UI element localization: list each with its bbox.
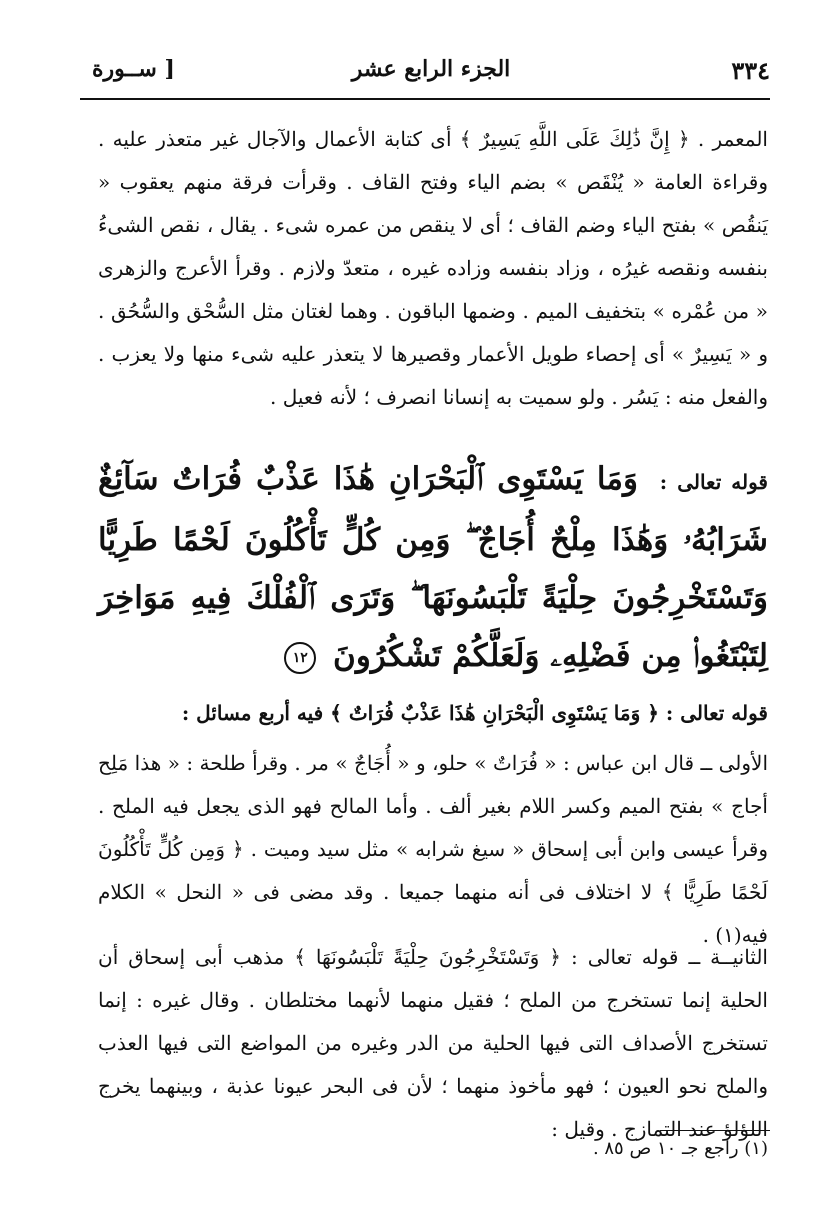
header-rule [80,98,770,100]
page-number: ٣٣٤ [731,56,770,85]
footnote: (١) راجع جـ ١٠ ص ٨٥ . [592,1138,768,1159]
page-header [92,52,770,92]
running-title: الجزء الرابع عشر [351,56,511,82]
footnote-rule [660,1130,770,1131]
verse-number-marker: ١٢ [284,642,316,674]
paragraph-intro-issues: قوله تعالى : ﴿ وَمَا يَسْتَوِى الْبَحْرَانِ هَٰذَا عَذْبٌ فُرَاتٌ ﴾ فيه أربع مسائل : [181,701,768,725]
verse-text: وَمَا يَسْتَوِى ٱلْبَحْرَانِ هَٰذَا عَذْبٌ فُرَاتٌ سَآئِغٌ شَرَابُهُۥ وَهَٰذَا مِلْحٌ أُجَاجٌ ۖ وَمِن كُلٍّ تَأْكُلُونَ لَحْمًا طَرِيًّا وَتَسْتَخْرِجُونَ حِلْيَةً تَلْبَسُونَهَا ۖ وَتَرَى ٱلْفُلْكَ فِيهِ مَوَاخِرَ لِتَبْتَغُوا۟ مِن فَضْلِهِۦ وَلَعَلَّكُمْ تَشْكُرُونَ [98,461,768,674]
quran-verse-block [98,450,768,685]
paragraph-issue-1: الأولى ــ قال ابن عباس : « فُرَاتٌ » حلو، و « أُجَاجٌ » مر . وقرأ طلحة : « هذا مَلِح أجاج » بفتح الميم وكسر اللام بغير ألف . وأما المالح فهو الذى يجعل فيه الملح . وقرأ عيسى وابن أبى إسحاق « سيغ شرابه » مثل سيد وميت . ﴿ وَمِن كُلٍّ تَأْكُلُونَ لَحْمًا طَرِيًّا ﴾ لا اختلاف فى أنه منهما جميعا . وقد مضى فى « النحل » الكلام فيه(١) . [98,751,768,947]
verse-intro: قوله تعالى : [659,470,768,494]
paragraph-commentary-1: المعمر . ﴿ إِنَّ ذَٰلِكَ عَلَى اللَّهِ يَسِيرٌ ﴾ أى كتابة الأعمال والآجال غير متعذر عليه . وقراءة العامة « يُنْقَص » بضم الياء وفتح القاف . وقرأت فرقة منهم يعقوب « يَنقُص » بفتح الياء وضم القاف ؛ أى لا ينقص من عمره شىء . يقال ، نقص الشىءُ بنفسه ونقصه غيرُه ، وزاد بنفسه وزاده غيره ، متعدّ ولازم . وقرأ الأعرج والزهرى « من عُمْره » بتخفيف الميم . وضمها الباقون . وهما لغتان مثل السُّحْق والسُّحُق . و « يَسِيرٌ » أى إحصاء طويل الأعمار وقصيرها لا يتعذر عليه شىء منها ولا يعزب . والفعل منه : يَسُر . ولو سميت به إنسانا انصرف ؛ لأنه فعيل . [98,127,769,409]
paragraph-issue-2: الثانيــة ــ قوله تعالى : ﴿ وَتَسْتَخْرِجُونَ حِلْيَةً تَلْبَسُونَهَا ﴾ مذهب أبى إسحاق أن الحلية إنما تستخرج من الملح ؛ فقيل منهما لأنهما مختلطان . وقال غيره : إنما تستخرج الأصداف التى فيها الحلية من الدر وغيره من المواضع التى فيها العذب والملح نحو العيون ؛ فهو مأخوذ منهما ؛ لأن فى البحر عيونا عذبة ، وبينهما يخرج اللؤلؤ عند التمازج . وقيل : [98,945,768,1141]
sura-label: [ ســورة [92,56,175,82]
